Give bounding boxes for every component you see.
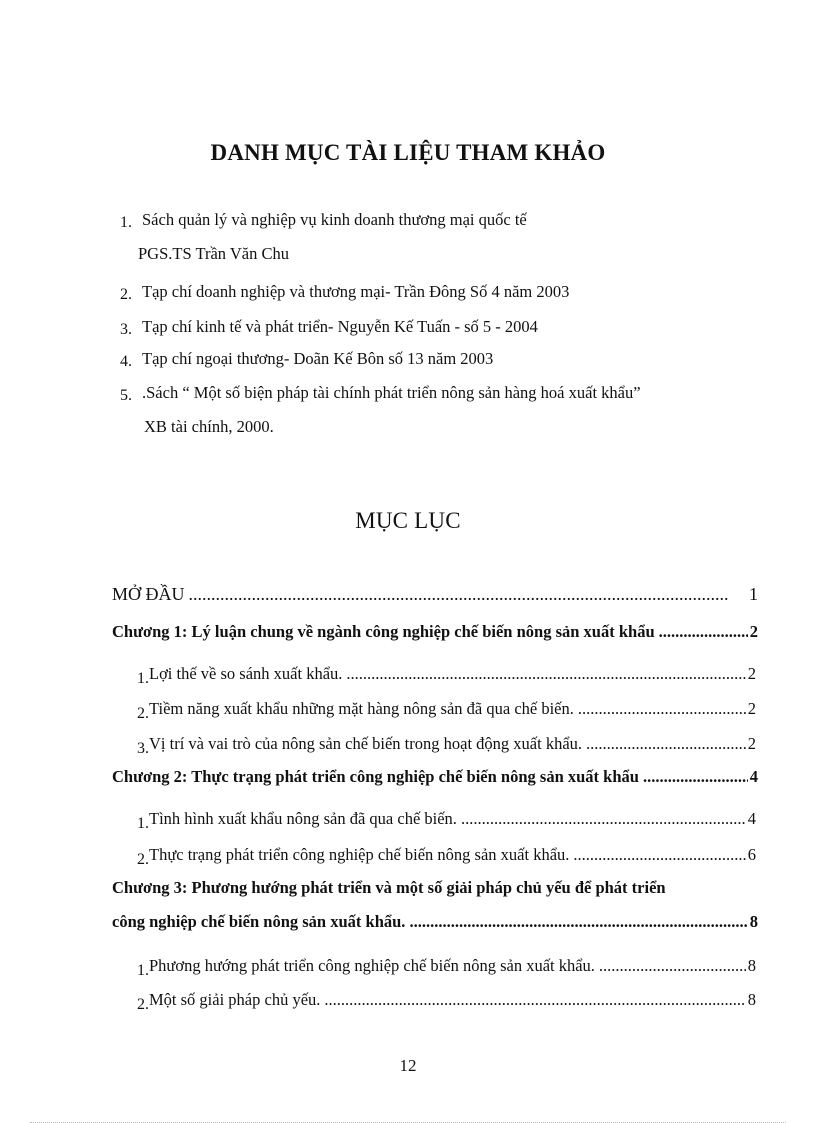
- toc-label: Thực trạng phát triển công nghiệp chế biến nông sản xuất khẩu.: [149, 845, 570, 864]
- toc-label: Phương hướng phát triển công nghiệp chế biến nông sản xuất khẩu.: [149, 956, 595, 975]
- toc-page: 2: [747, 664, 756, 683]
- toc-item-number: 1.: [137, 962, 149, 979]
- toc-item-number: 1.: [137, 815, 149, 832]
- reference-author: PGS.TS Trần Văn Chu: [138, 244, 289, 263]
- toc-label-line1: Chương 3: Phương hướng phát triển và một số giải pháp chủ yếu để phát triển: [112, 878, 666, 897]
- reference-text: Tạp chí kinh tế và phát triển- Nguyễn Kế Tuấn - số 5 - 2004: [142, 317, 538, 336]
- toc-page: 2: [747, 734, 756, 753]
- toc-leader: [461, 809, 746, 829]
- reference-text: .Sách “ Một số biện pháp tài chính phát triển nông sản hàng hoá xuất khẩu”: [142, 383, 641, 402]
- reference-text: Sách quản lý và nghiệp vụ kinh doanh thương mại quốc tế: [142, 210, 527, 229]
- toc-leader: [324, 990, 745, 1010]
- toc-item-number: 1.: [137, 670, 149, 687]
- toc-label: Tiềm năng xuất khẩu những mặt hàng nông sản đã qua chế biến.: [149, 699, 574, 718]
- toc-item-number: 2.: [137, 705, 149, 722]
- reference-number: 1.: [120, 214, 132, 231]
- references-title: DANH MỤC TÀI LIỆU THAM KHẢO: [210, 140, 606, 165]
- toc-leader: [189, 584, 729, 605]
- toc-leader: [659, 622, 748, 642]
- reference-number: 4.: [120, 353, 132, 370]
- reference-text: Tạp chí doanh nghiệp và thương mại- Trần Đông Số 4 năm 2003: [142, 282, 570, 301]
- toc-page: 4: [747, 809, 756, 828]
- toc-leader: [586, 734, 746, 754]
- toc-label: MỞ ĐẦU: [112, 584, 185, 604]
- toc-leader: [643, 767, 748, 787]
- toc-leader: [573, 845, 745, 865]
- toc-leader: [578, 699, 746, 719]
- reference-number: 3.: [120, 321, 132, 338]
- toc-label: Tình hình xuất khẩu nông sản đã qua chế biến.: [149, 809, 457, 828]
- toc-leader: [599, 956, 746, 976]
- toc-leader: [346, 664, 745, 684]
- toc-label: Một số giải pháp chủ yếu.: [149, 990, 321, 1009]
- toc-label: Chương 2: Thực trạng phát triển công nghiệp chế biến nông sản xuất khẩu: [112, 767, 639, 786]
- toc-leader: [409, 912, 747, 932]
- toc-page: 4: [749, 767, 758, 786]
- toc-item-number: 3.: [137, 740, 149, 757]
- toc-item-number: 2.: [137, 851, 149, 868]
- toc-page: 2: [749, 622, 758, 641]
- toc-page: 1: [749, 584, 758, 604]
- toc-label: Vị trí và vai trò của nông sản chế biến trong hoạt động xuất khẩu.: [149, 734, 583, 753]
- reference-number: 2.: [120, 286, 132, 303]
- toc-label: Chương 1: Lý luận chung về ngành công nghiệp chế biến nông sản xuất khẩu: [112, 622, 655, 641]
- toc-label: Lợi thế về so sánh xuất khẩu.: [149, 664, 343, 683]
- reference-text: Tạp chí ngoại thương- Doãn Kế Bôn số 13 năm 2003: [142, 349, 494, 368]
- toc-label: công nghiệp chế biến nông sản xuất khẩu.: [112, 912, 406, 931]
- toc-title: MỤC LỤC: [355, 508, 461, 533]
- toc-item-number: 2.: [137, 996, 149, 1013]
- toc-page: 8: [747, 990, 756, 1009]
- toc-page: 8: [749, 912, 758, 931]
- toc-page: 6: [747, 845, 756, 864]
- reference-number: 5.: [120, 387, 132, 404]
- reference-publisher: XB tài chính, 2000.: [144, 417, 274, 436]
- toc-page: 2: [747, 699, 756, 718]
- page-number: 12: [399, 1056, 417, 1075]
- toc-page: 8: [747, 956, 756, 975]
